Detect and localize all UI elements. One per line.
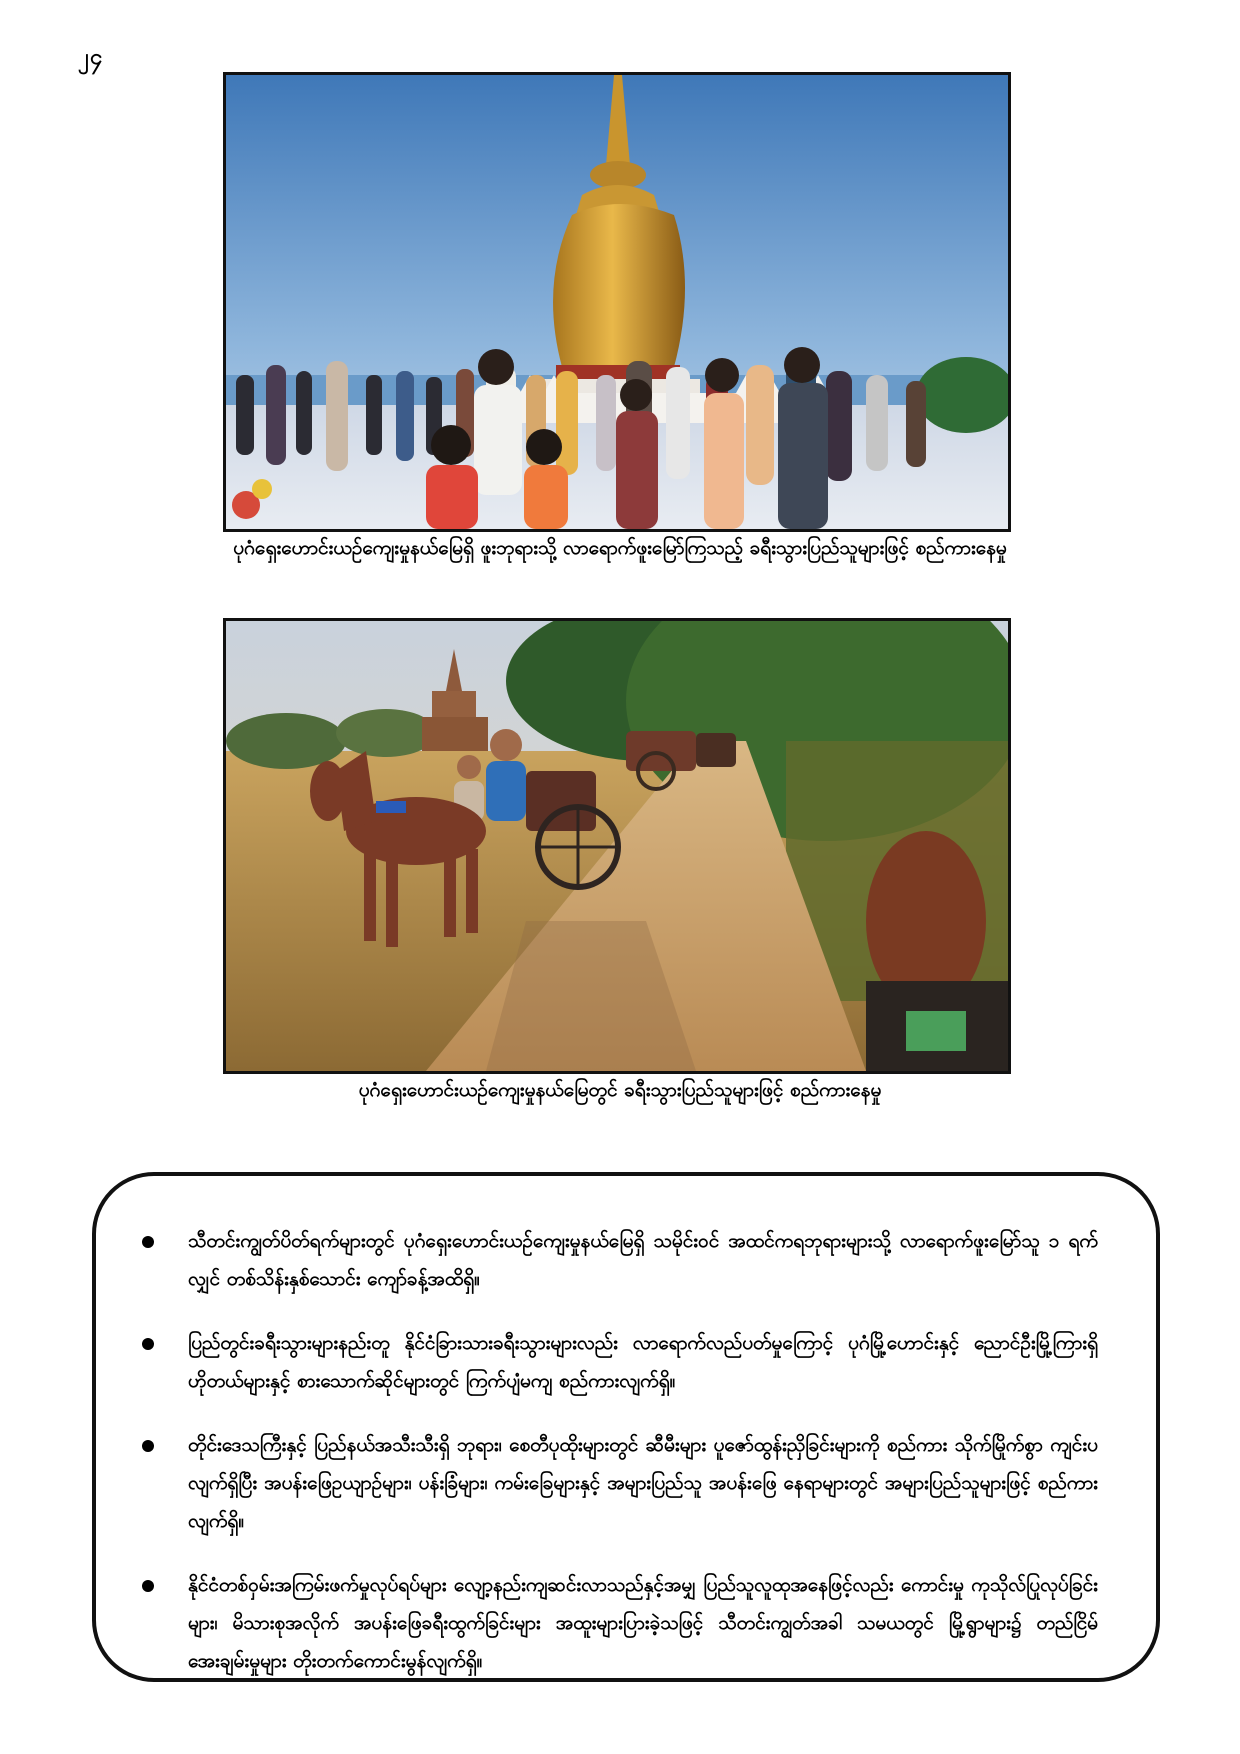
list-item bbox=[136, 1222, 1098, 1298]
horse-cart-scene bbox=[226, 621, 1008, 1071]
page-number: ၂၄ bbox=[78, 45, 104, 70]
bullet-icon bbox=[142, 1440, 154, 1452]
bullet-icon bbox=[142, 1236, 154, 1248]
figure-caption: ပုဂံရှေးဟောင်းယဉ်ကျေးမှုနယ်မြေရှိ ဖူးဘုရားသို့ လာရောက်ဖူးမြော်ကြသည့် ခရီးသွားပြည်သူများဖြင့် စည်ကားနေမှု bbox=[233, 537, 1007, 559]
bullet-text: နိုင်ငံတစ်ဝှမ်းအကြမ်းဖက်မှုလုပ်ရပ်များ လျော့နည်းကျဆင်းလာသည်နှင့်အမျှ ပြည်သူလူထုအနေဖြင့်လည်း ကောင်းမှု ကုသိုလ်ပြုလုပ်ခြင်းများ၊ မိသားစုအလိုက် အပန်းဖြေခရီးထွက်ခြင်းများ အထူးများပြားခဲ့သဖြင့် သီတင်းကျွတ်အခါ သမယတွင် မြို့ရွာများ၌ တည်ငြိမ်အေးချမ်းမှုများ တိုးတက်ကောင်းမွန်လျက်ရှိ။ bbox=[188, 1574, 1098, 1672]
pagoda-bell bbox=[553, 204, 685, 367]
pagoda-scene bbox=[226, 75, 1008, 529]
bullet-text: ပြည်တွင်းခရီးသွားများနည်းတူ နိုင်ငံခြားသားခရီးသွားများလည်း လာရောက်လည်ပတ်မှုကြောင့် ပုဂံမြို့ဟောင်းနှင့် ညောင်ဦးမြို့ကြားရှိ ဟိုတယ်များနှင့် စားသောက်ဆိုင်များတွင် ကြက်ပျံမကျ စည်ကားလျက်ရှိ။ bbox=[188, 1332, 1098, 1392]
list-item bbox=[136, 1566, 1098, 1680]
list-item bbox=[136, 1324, 1098, 1400]
list-item bbox=[136, 1426, 1098, 1540]
bullet-list bbox=[136, 1222, 1098, 1680]
bullet-text: သီတင်းကျွတ်ပိတ်ရက်များတွင် ပုဂံရှေးဟောင်းယဉ်ကျေးမှုနယ်မြေရှိ သမိုင်းဝင် အထင်ကရဘုရားများသို့ လာရောက်ဖူးမြော်သူ ၁ ရက်လျှင် တစ်သိန်းနှစ်သောင်း ကျော်ခန့်အထိရှိ။ bbox=[188, 1230, 1098, 1290]
bullet-icon bbox=[142, 1338, 154, 1350]
bullet-icon bbox=[142, 1580, 154, 1592]
bullet-text: တိုင်းဒေသကြီးနှင့် ပြည်နယ်အသီးသီးရှိ ဘုရား၊ စေတီပုထိုးများတွင် ဆီမီးများ ပူဇော်ထွန်းညှိခြင်းများကို စည်ကား သိုက်မြိုက်စွာ ကျင်းပလျက်ရှိပြီး အပန်းဖြေဥယျာဉ်များ၊ ပန်းခြံများ၊ ကမ်းခြေများနှင့် အများပြည်သူ အပန်းဖြေ နေရာများတွင် အများပြည်သူများဖြင့် စည်ကားလျက်ရှိ။ bbox=[188, 1434, 1098, 1532]
figure-caption: ပုဂံရှေးဟောင်းယဉ်ကျေးမှုနယ်မြေတွင် ခရီးသွားပြည်သူများဖြင့် စည်ကားနေမှု bbox=[358, 1079, 882, 1101]
photo-horse-carts-bagan bbox=[223, 618, 1011, 1074]
info-box bbox=[92, 1172, 1160, 1682]
photo-bupaya-pagoda-visitors bbox=[223, 72, 1011, 532]
